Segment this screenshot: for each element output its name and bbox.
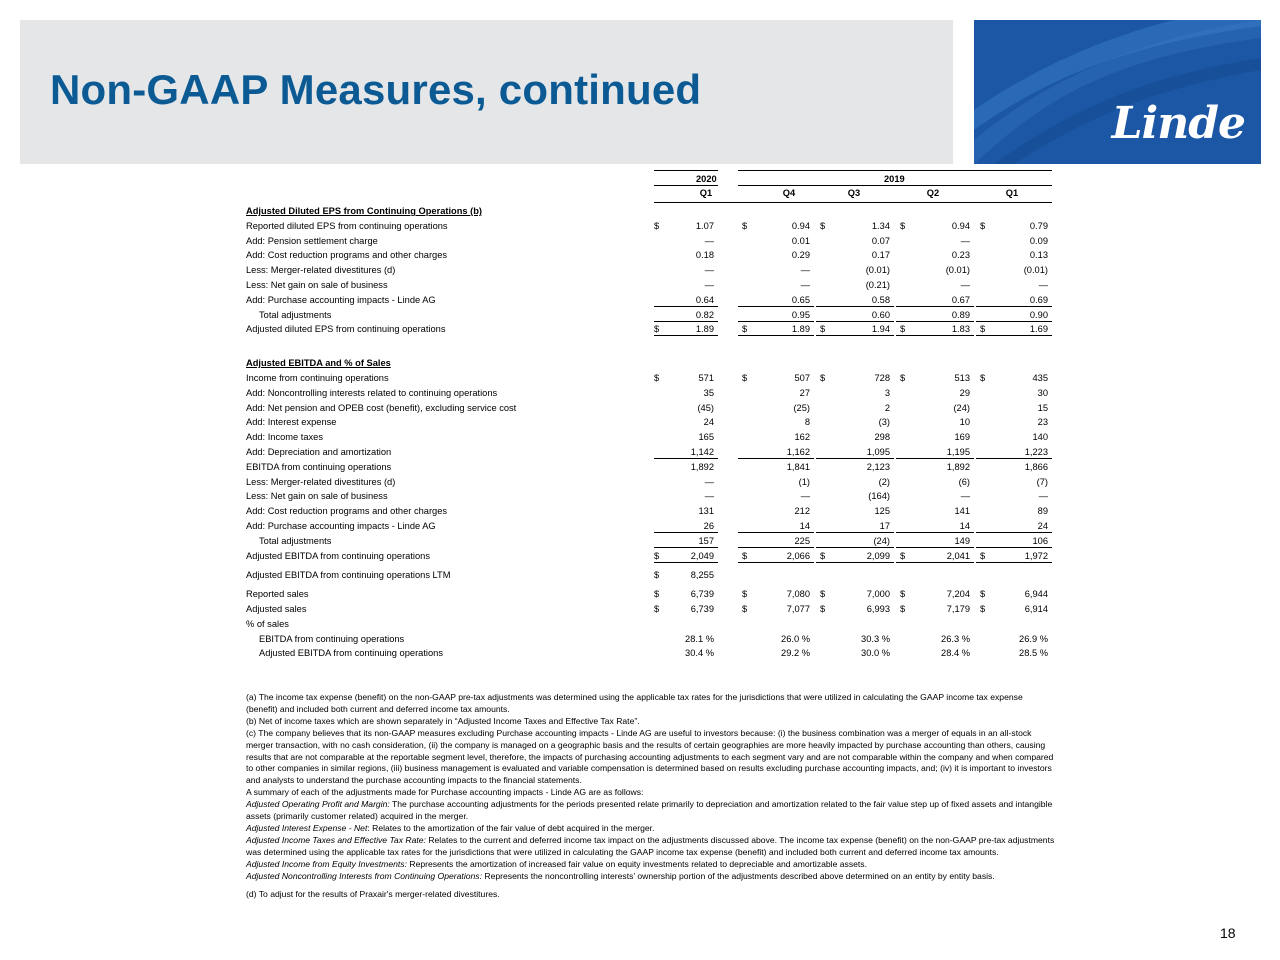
table-cell: 1,142	[690, 446, 714, 457]
row-label: EBITDA from continuing operations	[246, 461, 392, 472]
note-equity-investments: Adjusted Income from Equity Investments: Represents the amortization of increased fair value on equity investments related to depreciable and amortizable assets.	[246, 858, 867, 869]
quarter-header: Q4	[782, 188, 796, 198]
table-cell: (164)	[868, 491, 890, 502]
note-d: (d) To adjust for the results of Praxair's merger-related divestitures.	[246, 888, 500, 899]
table-cell: 17	[879, 520, 890, 531]
table-cell: 507	[794, 372, 810, 383]
table-cell: 10	[959, 417, 970, 428]
row-label: Add: Noncontrolling interests related to continuing operations	[246, 387, 498, 398]
table-cell: 0.60	[871, 309, 890, 320]
row-label: Add: Income taxes	[246, 432, 323, 443]
table-cell: 24	[703, 417, 714, 428]
table-cell: 0.07	[871, 235, 890, 246]
table-cell: 131	[698, 506, 714, 517]
table-cell: 6,914	[1024, 603, 1048, 614]
row-label: Total adjustments	[259, 535, 332, 546]
table-cell: 0.01	[791, 235, 810, 246]
table-cell: 169	[954, 432, 970, 443]
row-label: Less: Merger-related divestitures (d)	[246, 265, 396, 276]
row-label: EBITDA from continuing operations	[259, 633, 405, 644]
table-cell: 8	[804, 417, 810, 428]
table-cell: 7,077	[786, 603, 810, 614]
row-label: Add: Cost reduction programs and other charges	[246, 250, 448, 261]
dollar-sign: $	[742, 603, 748, 614]
dollar-sign: $	[820, 550, 826, 561]
table-cell: 6,739	[690, 589, 714, 600]
table-cell: 2,049	[690, 550, 714, 561]
table-cell: —	[704, 279, 714, 290]
row-label: Add: Purchase accounting impacts - Linde AG	[246, 294, 436, 305]
table-cell: (25)	[793, 402, 810, 413]
table-cell: 0.67	[951, 294, 970, 305]
row-label: Less: Net gain on sale of business	[246, 491, 388, 502]
quarter-header-row	[244, 186, 1054, 204]
underline	[654, 202, 1052, 203]
table-cell: 2	[884, 402, 890, 413]
table-cell: 28.1 %	[685, 633, 714, 644]
dollar-sign: $	[900, 220, 906, 231]
table-cell: —	[800, 279, 810, 290]
table-cell: 0.64	[695, 294, 714, 305]
quarter-header: Q1	[1005, 188, 1019, 198]
dollar-sign: $	[654, 570, 660, 581]
section-header-eps	[244, 204, 1054, 219]
dollar-sign: $	[654, 372, 660, 383]
dollar-sign: $	[900, 603, 906, 614]
table-cell: 212	[794, 506, 810, 517]
row-label: Add: Purchase accounting impacts - Linde AG	[246, 520, 436, 531]
dollar-sign: $	[820, 220, 826, 231]
table-cell: 35	[703, 387, 714, 398]
table-cell: 1.94	[871, 324, 890, 335]
table-row	[244, 504, 1054, 519]
row-label: Add: Cost reduction programs and other charges	[246, 506, 448, 517]
table-cell: 141	[954, 506, 970, 517]
dollar-sign: $	[742, 372, 748, 383]
row-label: Add: Pension settlement charge	[246, 235, 378, 246]
table-cell: (2)	[878, 476, 890, 487]
table-cell: 26.0 %	[781, 633, 810, 644]
table-cell: 1,892	[690, 461, 714, 472]
table-cell: 26.9 %	[1019, 633, 1048, 644]
table-row	[244, 263, 1054, 278]
table-row	[244, 386, 1054, 401]
table-cell: 225	[794, 535, 810, 546]
table-cell: 0.13	[1029, 250, 1048, 261]
dollar-sign: $	[900, 372, 906, 383]
dollar-sign: $	[820, 372, 826, 383]
table-cell: 0.94	[791, 220, 810, 231]
table-cell: 125	[874, 506, 890, 517]
table-cell: 1.69	[1029, 324, 1048, 335]
note-a: (a) The income tax expense (benefit) on the non-GAAP pre-tax adjustments was determined using the applicable tax rates for the jurisdictions that were utilized in calculating the GAAP income tax expense (benefit) and included both current and deferred income tax amounts.	[246, 692, 1023, 714]
dollar-sign: $	[900, 324, 906, 335]
table-cell: 7,080	[786, 589, 810, 600]
table-cell: 1.89	[791, 324, 810, 335]
table-cell: 27	[799, 387, 810, 398]
table-cell: 29	[959, 387, 970, 398]
year-header-row	[244, 170, 1054, 186]
table-cell: 0.82	[695, 309, 714, 320]
spacer	[244, 337, 1054, 356]
dollar-sign: $	[900, 550, 906, 561]
underline	[654, 170, 718, 171]
footnotes	[246, 692, 1056, 900]
note-term: Adjusted Interest Expense - Net	[246, 822, 368, 833]
dollar-sign: $	[742, 589, 748, 600]
row-label: % of sales	[246, 618, 289, 629]
dollar-sign: $	[820, 589, 826, 600]
row-label: Add: Interest expense	[246, 417, 337, 428]
table-cell: 0.17	[871, 250, 890, 261]
table-cell: 571	[698, 372, 714, 383]
note-c: (c) The company believes that its non-GAAP measures excluding Purchase accounting impacts - Linde AG are useful to investors because: (i) the business combination was a merger of equals in an all-stock merger transaction, with no cash consideration, (ii) the company is managed on a geographic basis and the results of certain geographies are more heavily impacted by purchase accounting than others, causing results that are not comparable at the reportable segment level, therefore, the impacts of purchasing accounting adjustments to each segment vary and are not comparable within the company and when compared to other companies in similar regions, (iii) business management is evaluated and variable compensation is determined based on results excluding purchase accounting impacts, and; (iv) it is important to investors and analysts to understand the purchase accounting impacts to the financial statements.	[246, 727, 1054, 786]
note-term: Adjusted Operating Profit and Margin:	[246, 799, 390, 810]
table-row	[244, 617, 1054, 632]
table-cell: 106	[1032, 535, 1048, 546]
table-row	[244, 602, 1054, 617]
dollar-sign: $	[980, 603, 986, 614]
note-b: (b) Net of income taxes which are shown separately in “Adjusted Income Taxes and Effective Tax Rate”.	[246, 715, 640, 726]
table-row	[244, 293, 1054, 308]
note-operating-profit: Adjusted Operating Profit and Margin: The purchase accounting adjustments for the periods presented relate primarily to depreciation and amortization related to the fair value step up of fixed assets and intangible assets (primarily customer related) acquired in the merger.	[246, 799, 1053, 822]
table-cell: 1.89	[695, 324, 714, 335]
table-row	[244, 475, 1054, 490]
logo-wordmark: Linde	[1111, 98, 1245, 149]
table-cell: 8,255	[690, 570, 714, 581]
note-term: Adjusted Income from Equity Investments:	[246, 858, 407, 869]
table-cell: 26.3 %	[941, 633, 970, 644]
table-cell: 26	[703, 520, 714, 531]
dollar-sign: $	[742, 220, 748, 231]
table-cell: 0.58	[871, 294, 890, 305]
dollar-sign: $	[654, 550, 660, 561]
table-cell: 0.89	[951, 309, 970, 320]
table-cell: (7)	[1036, 476, 1048, 487]
table-cell: 513	[954, 372, 970, 383]
section-header-ebitda	[244, 356, 1054, 371]
table-cell: (1)	[798, 476, 810, 487]
table-cell: (0.21)	[865, 279, 890, 290]
note-interest-expense: Adjusted Interest Expense - Net: Relates to the amortization of the fair value of debt acquired in the merger.	[246, 822, 655, 833]
table-cell: (24)	[873, 535, 890, 546]
table-cell: 30.4 %	[685, 648, 714, 659]
dollar-sign: $	[820, 603, 826, 614]
table-row	[244, 646, 1054, 661]
financial-table	[244, 170, 1054, 661]
row-label: Reported diluted EPS from continuing operations	[246, 220, 448, 231]
table-cell: 0.94	[951, 220, 970, 231]
table-cell: —	[960, 491, 970, 502]
table-cell: (3)	[878, 417, 890, 428]
table-cell: 298	[874, 432, 890, 443]
table-row	[244, 430, 1054, 445]
table-cell: 30	[1037, 387, 1048, 398]
table-cell: 29.2 %	[781, 648, 810, 659]
table-cell: (24)	[953, 402, 970, 413]
table-row	[244, 278, 1054, 293]
table-cell: 2,041	[946, 550, 970, 561]
table-cell: 149	[954, 535, 970, 546]
table-cell: —	[960, 279, 970, 290]
table-cell: 2,099	[866, 550, 890, 561]
dollar-sign: $	[654, 603, 660, 614]
dollar-sign: $	[654, 589, 660, 600]
dollar-sign: $	[654, 324, 660, 335]
table-row	[244, 534, 1054, 549]
page-title: Non-GAAP Measures, continued	[50, 66, 702, 113]
table-cell: 7,204	[946, 589, 970, 600]
table-cell: —	[704, 235, 714, 246]
row-label: Less: Net gain on sale of business	[246, 279, 388, 290]
table-cell: 1,892	[946, 461, 970, 472]
row-label: Total adjustments	[259, 309, 332, 320]
table-cell: —	[1038, 491, 1048, 502]
table-cell: —	[1038, 279, 1048, 290]
table-cell: 6,944	[1024, 589, 1048, 600]
table-cell: 1,095	[866, 446, 890, 457]
dollar-sign: $	[820, 324, 826, 335]
table-cell: 162	[794, 432, 810, 443]
table-cell: 7,179	[946, 603, 970, 614]
row-label: Less: Merger-related divestitures (d)	[246, 476, 396, 487]
dollar-sign: $	[980, 372, 986, 383]
dollar-sign: $	[742, 550, 748, 561]
table-cell: 1,866	[1024, 461, 1048, 472]
table-cell: 1.34	[871, 220, 890, 231]
section-title: Adjusted EBITDA and % of Sales	[246, 358, 391, 369]
table-row	[244, 519, 1054, 534]
quarter-header: Q1	[699, 188, 713, 198]
note-summary: A summary of each of the adjustments made for Purchase accounting impacts - Linde AG are as follows:	[246, 787, 644, 798]
table-row	[244, 371, 1054, 386]
table-row	[244, 248, 1054, 263]
table-cell: 1,841	[786, 461, 810, 472]
table-cell: (0.01)	[945, 265, 970, 276]
table-cell: 0.79	[1029, 220, 1048, 231]
table-cell: —	[800, 491, 810, 502]
table-cell: (0.01)	[865, 265, 890, 276]
table-cell: 140	[1032, 432, 1048, 443]
table-cell: 14	[799, 520, 810, 531]
table-row	[244, 415, 1054, 430]
table-cell: 28.5 %	[1019, 648, 1048, 659]
row-label: Adjusted EBITDA from continuing operations LTM	[246, 570, 451, 581]
table-cell: 1.07	[695, 220, 714, 231]
table-cell: 1,195	[946, 446, 970, 457]
table-cell: —	[704, 491, 714, 502]
table-cell: 165	[698, 432, 714, 443]
dollar-sign: $	[980, 589, 986, 600]
quarter-header: Q3	[847, 188, 861, 198]
table-cell: 0.18	[695, 250, 714, 261]
table-cell: 3	[884, 387, 890, 398]
table-row	[244, 322, 1054, 337]
table-cell: 15	[1037, 402, 1048, 413]
table-cell: 0.29	[791, 250, 810, 261]
table-cell: 0.69	[1029, 294, 1048, 305]
table-cell: 0.90	[1029, 309, 1048, 320]
dollar-sign: $	[980, 550, 986, 561]
table-row	[244, 489, 1054, 504]
table-cell: 1,972	[1024, 550, 1048, 561]
table-row	[244, 632, 1054, 647]
table-row	[244, 401, 1054, 416]
row-label: Adjusted EBITDA from continuing operations	[259, 648, 443, 659]
table-cell: 28.4 %	[941, 648, 970, 659]
row-label: Add: Depreciation and amortization	[246, 446, 392, 457]
quarter-header: Q2	[926, 188, 940, 198]
table-cell: —	[704, 265, 714, 276]
table-cell: (6)	[958, 476, 970, 487]
table-cell: 0.65	[791, 294, 810, 305]
row-label: Adjusted sales	[246, 603, 307, 614]
table-cell: —	[960, 235, 970, 246]
table-row	[244, 219, 1054, 234]
page-number: 18	[1220, 925, 1236, 941]
table-row	[244, 308, 1054, 323]
table-cell: 14	[959, 520, 970, 531]
row-label: Reported sales	[246, 589, 309, 600]
row-label: Add: Net pension and OPEB cost (benefit), excluding service cost	[246, 402, 517, 413]
table-row	[244, 587, 1054, 602]
table-cell: 435	[1032, 372, 1048, 383]
table-row	[244, 234, 1054, 249]
dollar-sign: $	[900, 589, 906, 600]
table-cell: 1.83	[951, 324, 970, 335]
note-noncontrolling: Adjusted Noncontrolling Interests from Continuing Operations: Represents the noncontrolling interests’ ownership portion of the adjustments described above determined on an entity by entity basis.	[246, 870, 995, 881]
note-term: Adjusted Income Taxes and Effective Tax Rate:	[246, 834, 426, 845]
table-cell: 0.23	[951, 250, 970, 261]
row-label: Adjusted EBITDA from continuing operations	[246, 550, 430, 561]
dollar-sign: $	[980, 324, 986, 335]
note-income-taxes: Adjusted Income Taxes and Effective Tax Rate: Relates to the current and deferred income tax impact on the adjustments discussed above. The income tax expense (benefit) on the non-GAAP pre-tax adjustments was determined using the applicable tax rates for the jurisdictions that were utilized in calculating the GAAP income tax expense (benefit) and included both current and deferred income tax amounts.	[246, 834, 1055, 857]
table-cell: —	[704, 476, 714, 487]
section-title: Adjusted Diluted EPS from Continuing Operations (b)	[246, 206, 483, 216]
year-header: 2019	[884, 174, 905, 184]
table-cell: 89	[1037, 506, 1048, 517]
table-cell: (45)	[697, 402, 714, 413]
table-cell: 2,123	[866, 461, 890, 472]
table-cell: 24	[1037, 520, 1048, 531]
table-cell: 157	[698, 535, 714, 546]
table-row	[244, 460, 1054, 475]
table-cell: 1,223	[1024, 446, 1048, 457]
table-cell: 2,066	[786, 550, 810, 561]
table-cell: 30.0 %	[861, 648, 890, 659]
dollar-sign: $	[654, 220, 660, 231]
row-label: Adjusted diluted EPS from continuing operations	[246, 324, 446, 335]
dollar-sign: $	[742, 324, 748, 335]
table-cell: 23	[1037, 417, 1048, 428]
note-term: Adjusted Noncontrolling Interests from Continuing Operations:	[246, 870, 482, 881]
dollar-sign: $	[980, 220, 986, 231]
table-cell: —	[800, 265, 810, 276]
table-cell: 6,739	[690, 603, 714, 614]
table-cell: 7,000	[866, 589, 890, 600]
table-cell: 728	[874, 372, 890, 383]
table-cell: 0.09	[1029, 235, 1048, 246]
table-cell: 6,993	[866, 603, 890, 614]
table-row	[244, 568, 1054, 583]
table-cell: 1,162	[786, 446, 810, 457]
table-row	[244, 549, 1054, 564]
underline	[738, 170, 1052, 171]
table-cell: 30.3 %	[861, 633, 890, 644]
table-row	[244, 445, 1054, 460]
table-cell: 0.95	[791, 309, 810, 320]
table-cell: (0.01)	[1023, 265, 1048, 276]
linde-logo	[974, 20, 1261, 164]
row-label: Income from continuing operations	[246, 372, 389, 383]
year-header: 2020	[696, 174, 717, 184]
